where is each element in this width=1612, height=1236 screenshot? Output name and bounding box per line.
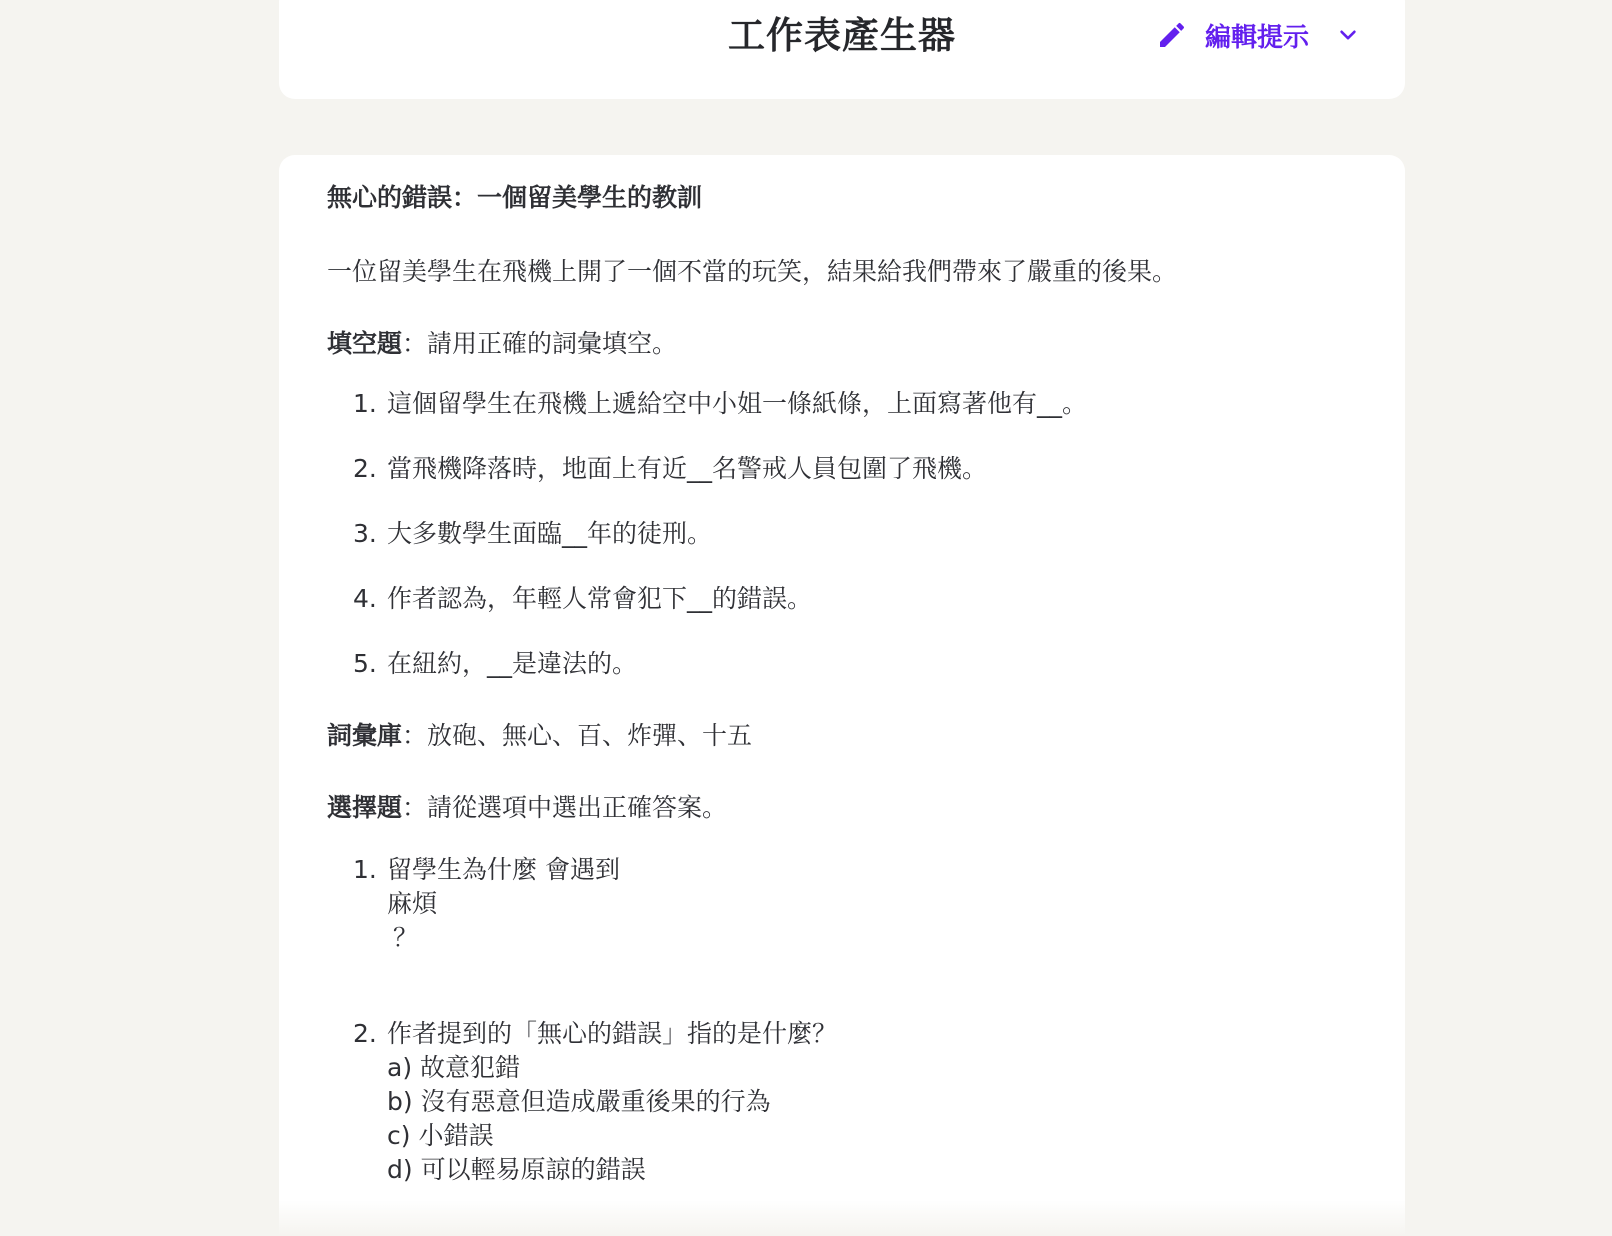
item-number: 2. [353, 1019, 377, 1048]
header-bar [279, 0, 1405, 99]
answer-option: c) 小錯誤 [387, 1121, 494, 1150]
pencil-icon [1155, 18, 1189, 52]
fill-blank-label: 填空題 [327, 329, 403, 358]
bottom-fade [279, 1200, 1405, 1236]
question-text: ？ [393, 923, 419, 952]
worksheet-content [279, 155, 1405, 1236]
item-number: 2. [353, 454, 377, 483]
multiple-choice-label: 選擇題 [327, 793, 403, 822]
chevron-down-icon[interactable] [1335, 22, 1361, 48]
multiple-choice-instruction: ：請從選項中選出正確答案。 [402, 793, 728, 822]
question-text: 留學生為什麼 會遇到 [387, 855, 620, 884]
list-item [353, 1017, 1357, 1187]
word-bank-words: ：放砲、無心、百、炸彈、十五 [402, 721, 753, 750]
item-text: 當飛機降落時，地面上有近__名警戒人員包圍了飛機。 [387, 454, 988, 483]
item-number: 1. [353, 389, 377, 418]
fill-blank-heading [327, 327, 1357, 361]
answer-option: a) 故意犯錯 [387, 1053, 521, 1082]
item-number: 1. [353, 855, 377, 884]
edit-prompt-button[interactable] [1155, 10, 1361, 60]
worksheet-title: 無心的錯誤：一個留美學生的教訓 [327, 183, 703, 212]
list-item [353, 853, 1357, 955]
list-item [353, 582, 1357, 616]
item-text: 作者認為，年輕人常會犯下__的錯誤。 [387, 584, 813, 613]
multiple-choice-list [327, 853, 1357, 1187]
item-number: 3. [353, 519, 377, 548]
word-bank-label: 詞彙庫 [327, 721, 403, 750]
list-item [353, 452, 1357, 486]
answer-option: b) 沒有惡意但造成嚴重後果的行為 [387, 1087, 771, 1116]
worksheet-intro: 一位留美學生在飛機上開了一個不當的玩笑，結果給我們帶來了嚴重的後果。 [327, 257, 1178, 286]
answer-option: d) 可以輕易原諒的錯誤 [387, 1155, 646, 1184]
question-text: 作者提到的「無心的錯誤」指的是什麼？ [387, 1019, 838, 1048]
list-item [353, 517, 1357, 551]
item-text: 這個留學生在飛機上遞給空中小姐一條紙條，上面寫著他有__。 [387, 389, 1088, 418]
item-number: 5. [353, 649, 377, 678]
word-bank [327, 719, 1357, 753]
item-text: 大多數學生面臨__年的徒刑。 [387, 519, 713, 548]
item-text: 在紐約，__是違法的。 [387, 649, 638, 678]
multiple-choice-heading [327, 791, 1357, 825]
question-text: 麻煩 [387, 889, 438, 918]
page-title: 工作表產生器 [728, 14, 956, 57]
list-item [353, 387, 1357, 421]
edit-prompt-label: 編輯提示 [1205, 22, 1310, 53]
fill-blank-list [327, 387, 1357, 681]
fill-blank-instruction: ：請用正確的詞彙填空。 [402, 329, 678, 358]
list-item [353, 647, 1357, 681]
item-number: 4. [353, 584, 377, 613]
